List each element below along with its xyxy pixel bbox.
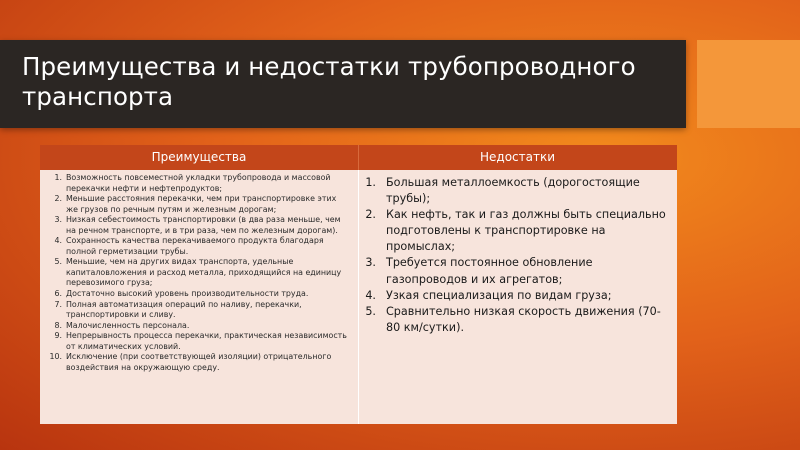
item-number: 7. <box>54 299 62 309</box>
item-number: 10. <box>49 352 62 362</box>
item-number: 1. <box>54 173 62 182</box>
item-number: 5. <box>54 257 62 267</box>
disadvantage-item <box>360 304 674 336</box>
item-number: 4. <box>365 288 376 302</box>
disadvantage-item <box>360 207 674 255</box>
column-divider <box>358 170 359 424</box>
item-number: 6. <box>54 289 62 299</box>
item-number: 5. <box>365 304 376 318</box>
item-text: Большая металлоемкость (дорогостоящие трубы); <box>386 176 640 206</box>
item-text: Узкая специализация по видам груза; <box>386 288 612 302</box>
item-text: Сохранность качества перекачиваемого продукта благодаря полной герметизации трубы. <box>66 236 324 256</box>
advantage-item <box>42 300 350 321</box>
advantage-item <box>42 331 350 352</box>
advantage-item <box>42 236 350 257</box>
item-text: Достаточно высокий уровень производительности труда. <box>66 289 309 299</box>
item-text: Требуется постоянное обновление газопроводов и их агрегатов; <box>386 256 593 286</box>
item-text: Полная автоматизация операций по наливу, перекачки, транспортировки и сливу. <box>66 299 302 320</box>
advantage-item <box>42 352 350 373</box>
item-text: Малочисленность персонала. <box>66 320 190 330</box>
item-text: Низкая себестоимость транспортировки (в два раза меньше, чем на речном транспорте, и в три раза, чем по железным дорогам). <box>66 215 341 235</box>
comparison-table <box>40 145 677 424</box>
item-text: Исключение (при соответствующей изоляции) отрицательного воздействия на окружающую среду. <box>66 352 332 372</box>
item-text: Непрерывность процесса перекачки, практическая независимость от климатических условий. <box>66 331 347 351</box>
disadvantage-item <box>360 255 674 287</box>
advantage-item <box>42 173 350 194</box>
item-text: Меньшие расстояния перекачки, чем при транспортировке этих же грузов по речным путям и железным дорогам; <box>66 194 337 214</box>
item-number: 1. <box>365 176 376 189</box>
item-text: Возможность повсеместной укладки трубопровода и массовой перекачки нефти и нефтепродуктов; <box>66 173 331 193</box>
disadvantages-list <box>360 175 674 336</box>
item-text: Как нефть, так и газ должны быть специально подготовлены к транспортировке на промыслах; <box>386 208 666 254</box>
advantages-list <box>42 173 350 373</box>
table-header-row <box>40 145 677 170</box>
item-number: 3. <box>365 256 376 270</box>
advantage-item <box>42 289 350 300</box>
advantage-item <box>42 215 350 236</box>
accent-strip <box>697 40 800 128</box>
item-number: 9. <box>54 331 62 341</box>
advantage-item <box>42 321 350 332</box>
slide-title: Преимущества и недостатки трубопроводного транспорта <box>22 52 636 111</box>
item-number: 4. <box>54 236 62 246</box>
item-number: 3. <box>54 215 62 225</box>
header-disadvantages: Недостатки <box>479 150 556 164</box>
disadvantage-item <box>360 288 674 304</box>
item-number: 2. <box>54 194 62 204</box>
header-advantages: Преимущества <box>151 150 247 164</box>
item-number: 8. <box>54 320 62 330</box>
disadvantage-item <box>360 175 674 207</box>
advantage-item <box>42 194 350 215</box>
item-text: Меньшие, чем на других видах транспорта, удельные капиталовложения и расход металла, приходящийся на единицу перевозимого груза; <box>66 257 342 288</box>
item-number: 2. <box>365 208 376 222</box>
advantage-item <box>42 257 350 289</box>
item-text: Сравнительно низкая скорость движения (70-80 км/сутки). <box>386 304 661 334</box>
